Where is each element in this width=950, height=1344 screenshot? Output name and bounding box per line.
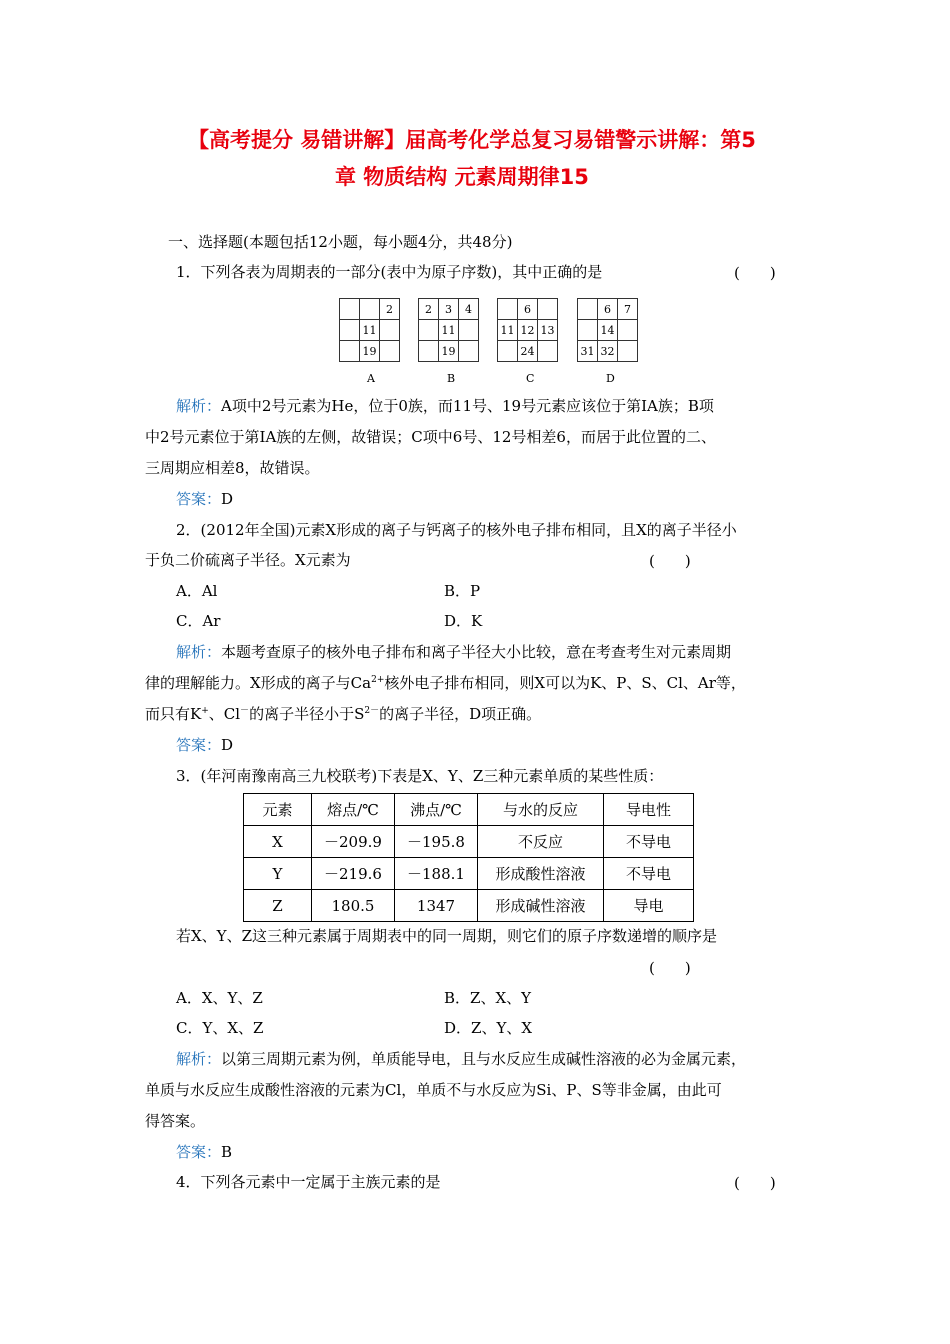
q1-analysis-line-1: 解析：A项中2号元素为He，位于0族，而11号、19号元素应该位于第ⅠA族；B项 [176, 397, 714, 415]
properties-table [243, 793, 694, 922]
grid-label-b: B [447, 372, 456, 385]
table-header-row [244, 794, 694, 826]
q2-analysis-line-1: 解析：本题考查原子的核外电子排布和离子半径大小比较，意在考查考生对元素周期 [176, 643, 732, 661]
grid-row [340, 320, 400, 341]
table-cell: －219.6 [312, 858, 395, 890]
grid-label-a: A [367, 372, 375, 385]
table-cell: X [244, 826, 312, 858]
table-cell: Z [244, 890, 312, 922]
grid-cell [459, 320, 479, 341]
periodic-grid-b [418, 298, 479, 362]
q2-analysis-line-2: 律的理解能力。X形成的离子与$Ca^{2+}$核外电子排布相同，则X可以为K、P、S、Cl、Ar等， [145, 674, 746, 692]
q3-answer: 答案：B [176, 1143, 233, 1161]
q3-option-b: B．Z、X、Y [444, 989, 532, 1007]
grid-cell: 11 [439, 320, 459, 341]
q1-analysis-line-3: 三周期应相差8，故错误。 [145, 459, 320, 477]
q1-stem: 1．下列各表为周期表的一部分(表中为原子序数)，其中正确的是 [176, 263, 603, 281]
q3-analysis-line-2: 单质与水反应生成酸性溶液的元素为Cl，单质不与水反应为Si、P、S等非金属，由此可 [145, 1081, 722, 1099]
grid-cell [380, 320, 400, 341]
periodic-grid-d [577, 298, 638, 362]
grid-cell [498, 299, 518, 320]
q1-answer-paren: ( ) [734, 264, 776, 282]
grid-cell [340, 341, 360, 362]
table-cell: 1347 [395, 890, 478, 922]
grid-label-d: D [606, 372, 615, 385]
grid-cell: 2 [380, 299, 400, 320]
grid-cell [578, 299, 598, 320]
grid-cell: 13 [538, 320, 558, 341]
table-cell: 不导电 [604, 858, 694, 890]
grid-cell [498, 341, 518, 362]
q3-answer-paren: ( ) [649, 959, 691, 977]
grid-row [419, 299, 479, 320]
grid-cell [419, 320, 439, 341]
q4-answer-paren: ( ) [734, 1174, 776, 1192]
grid-row [578, 299, 638, 320]
q2-answer-paren: ( ) [649, 552, 691, 570]
table-header: 导电性 [604, 794, 694, 826]
grid-cell: 32 [598, 341, 618, 362]
q2-option-c: C．Ar [176, 612, 221, 630]
q3-analysis-line-3: 得答案。 [145, 1112, 206, 1130]
table-cell: 导电 [604, 890, 694, 922]
grid-cell: 24 [518, 341, 538, 362]
table-cell: 不反应 [478, 826, 604, 858]
table-cell: －209.9 [312, 826, 395, 858]
q2-stem-line-1: 2．(2012年全国)元素X形成的离子与钙离子的核外电子排布相同，且X的离子半径小 [176, 521, 737, 539]
grid-cell: 19 [439, 341, 459, 362]
grid-cell: 7 [618, 299, 638, 320]
q2-analysis-line-3: 而只有K+、Cl－的离子半径小于$S^{2-}$的离子半径，D项正确。 [145, 705, 542, 723]
grid-cell [618, 320, 638, 341]
answer-label: 答案： [176, 490, 222, 508]
q3-condition: 若X、Y、Z这三种元素属于周期表中的同一周期，则它们的原子序数递增的顺序是 [176, 927, 718, 945]
table-cell: 180.5 [312, 890, 395, 922]
grid-row [578, 341, 638, 362]
grid-cell: 11 [360, 320, 380, 341]
grid-cell [340, 320, 360, 341]
section-heading: 一、选择题(本题包括12小题，每小题4分，共48分) [168, 233, 513, 251]
grid-row [340, 299, 400, 320]
grid-cell: 4 [459, 299, 479, 320]
grid-cell [538, 341, 558, 362]
table-row [244, 858, 694, 890]
grid-cell [340, 299, 360, 320]
periodic-grid-a [339, 298, 400, 362]
grid-cell [419, 341, 439, 362]
table-cell: 形成碱性溶液 [478, 890, 604, 922]
table-cell: －195.8 [395, 826, 478, 858]
q4-stem: 4．下列各元素中一定属于主族元素的是 [176, 1173, 441, 1191]
q2-option-a: A．Al [176, 582, 218, 600]
table-cell: Y [244, 858, 312, 890]
grid-row [419, 320, 479, 341]
grid-cell: 2 [419, 299, 439, 320]
q3-stem: 3．(年河南豫南高三九校联考)下表是X、Y、Z三种元素单质的某些性质： [176, 767, 664, 785]
analysis-label: 解析： [176, 1050, 222, 1068]
analysis-label: 解析： [176, 397, 222, 415]
table-cell: 不导电 [604, 826, 694, 858]
grid-cell: 14 [598, 320, 618, 341]
answer-label: 答案： [176, 1143, 222, 1161]
grid-cell [360, 299, 380, 320]
grid-cell [578, 320, 598, 341]
table-header: 元素 [244, 794, 312, 826]
grid-row [419, 341, 479, 362]
q2-stem-line-2: 于负二价硫离子半径。X元素为 [145, 551, 351, 569]
q1-analysis-line-2: 中2号元素位于第ⅠA族的左侧，故错误；C项中6号、12号相差6，而居于此位置的二、 [145, 428, 716, 446]
table-cell: －188.1 [395, 858, 478, 890]
table-header: 熔点/℃ [312, 794, 395, 826]
grid-row [340, 341, 400, 362]
q3-option-d: D．Z、Y、X [444, 1019, 533, 1037]
grid-cell: 6 [518, 299, 538, 320]
q3-option-c: C．Y、X、Z [176, 1019, 264, 1037]
grid-label-c: C [526, 372, 535, 385]
q2-option-b: B．P [444, 582, 481, 600]
analysis-label: 解析： [176, 643, 222, 661]
grid-cell [538, 299, 558, 320]
grid-row [498, 341, 558, 362]
table-header: 与水的反应 [478, 794, 604, 826]
q3-analysis-line-1: 解析：以第三周期元素为例，单质能导电，且与水反应生成碱性溶液的必为金属元素， [176, 1050, 747, 1068]
table-cell: 形成酸性溶液 [478, 858, 604, 890]
q2-option-d: D．K [444, 612, 483, 630]
grid-row [578, 320, 638, 341]
grid-cell [380, 341, 400, 362]
grid-cell: 19 [360, 341, 380, 362]
grid-cell: 11 [498, 320, 518, 341]
q3-option-a: A．X、Y、Z [176, 989, 263, 1007]
periodic-grid-c [497, 298, 558, 362]
title-line-1: 【高考提分 易错讲解】届高考化学总复习易错警示讲解：第5 [188, 128, 756, 152]
q1-answer: 答案：D [176, 490, 234, 508]
grid-cell: 12 [518, 320, 538, 341]
table-row [244, 890, 694, 922]
grid-cell [459, 341, 479, 362]
grid-cell: 31 [578, 341, 598, 362]
title-line-2: 章 物质结构 元素周期律15 [335, 165, 589, 189]
q2-answer: 答案：D [176, 736, 234, 754]
grid-row [498, 299, 558, 320]
table-row [244, 826, 694, 858]
grid-cell [618, 341, 638, 362]
grid-row [498, 320, 558, 341]
answer-label: 答案： [176, 736, 222, 754]
grid-cell: 3 [439, 299, 459, 320]
grid-cell: 6 [598, 299, 618, 320]
table-header: 沸点/℃ [395, 794, 478, 826]
